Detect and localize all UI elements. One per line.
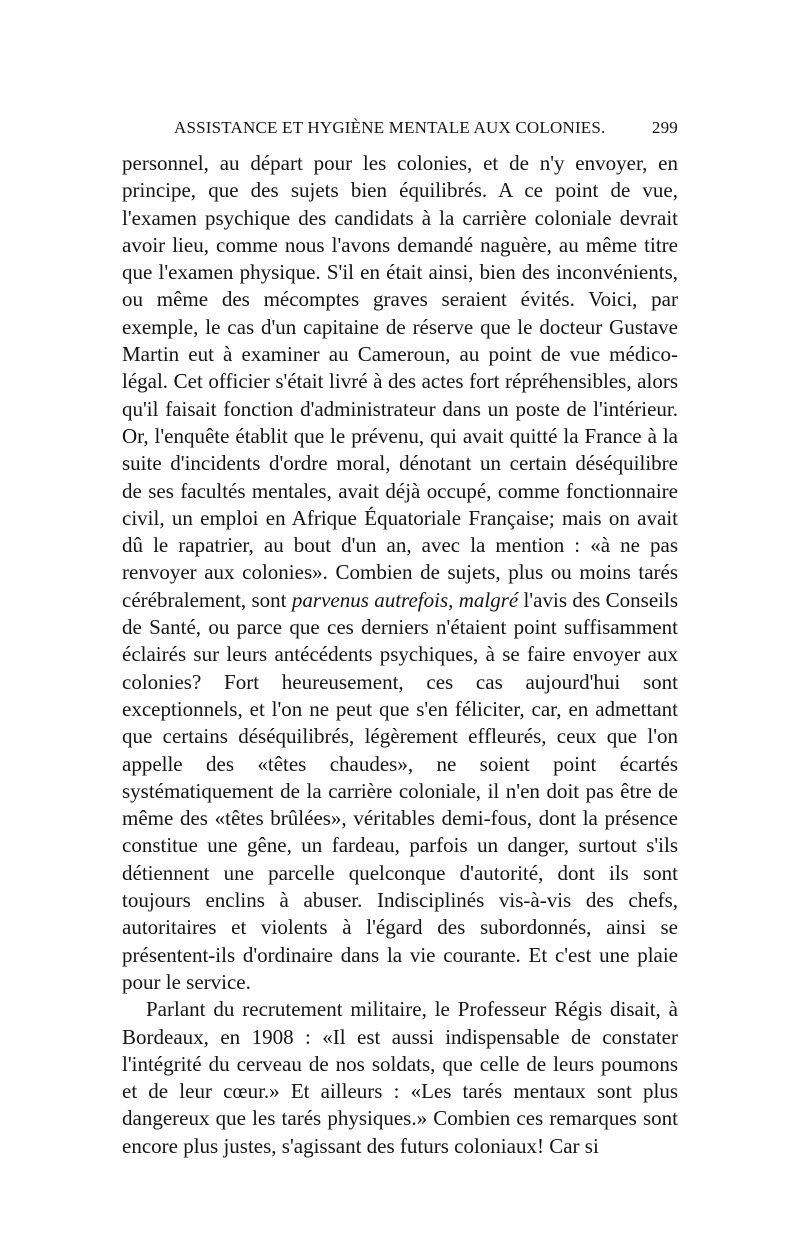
- book-page: [122, 118, 678, 1160]
- paragraph-1-part-a: personnel, au départ pour les colonies, et de n'y envoyer, en principe, que des sujets bien équilibrés. A ce point de vue, l'examen psychique des candidats à la carrière coloniale devrait avoir lieu, comme nous l'avons demandé naguère, au même titre que l'examen physique. S'il en était ainsi, bien des inconvénients, ou même des mécomptes graves seraient évités. Voici, par exemple, le cas d'un capitaine de réserve que le docteur Gustave Martin eut à examiner au Cameroun, au point de vue médico-légal. Cet officier s'était livré à des actes fort répréhensibles, alors qu'il faisait fonction d'administrateur dans un poste de l'intérieur. Or, l'enquête établit que le prévenu, qui avait quitté la France à la suite d'incidents d'ordre moral, dénotant un certain déséquilibre de ses facultés mentales, avait déjà occupé, comme fonctionnaire civil, un emploi en Afrique Équatoriale Française; mais on avait dû le rapatrier, au bout d'un an, avec la mention : «à ne pas renvoyer aux colonies». Combien de sujets, plus ou moins tarés cérébralement, sont: [122, 151, 678, 612]
- body-text: [122, 150, 678, 1160]
- paragraph-1-part-b: l'avis des Conseils de Santé, ou parce que ces derniers n'étaient point suffisamment éclairés sur leurs antécédents psychiques, à se faire envoyer aux colonies? Fort heureusement, ces cas aujourd'hui sont exceptionnels, et l'on ne peut que s'en féliciter, car, en admettant que certains déséquilibrés, légèrement effleurés, ceux que l'on appelle des «têtes chaudes», ne soient point écartés systématiquement de la carrière coloniale, il n'en doit pas être de même des «têtes brûlées», véritables demi-fous, dont la présence constitue une gêne, un fardeau, parfois un danger, surtout s'ils détiennent une parcelle quelconque d'autorité, dont ils sont toujours enclins à abuser. Indisciplinés vis-à-vis des chefs, autoritaires et violents à l'égard des subordonnés, ainsi se présentent-ils d'ordinaire dans la vie courante. Et c'est une plaie pour le service.: [122, 587, 679, 994]
- running-title: ASSISTANCE ET HYGIÈNE MENTALE AUX COLONIES.: [174, 118, 606, 137]
- paragraph-1: [122, 150, 678, 996]
- page-number: 299: [651, 118, 678, 137]
- paragraph-1-italic: parvenus autrefois, malgré: [291, 587, 519, 612]
- paragraph-2: Parlant du recrutement militaire, le Professeur Régis disait, à Bordeaux, en 1908 : «Il est aussi indispensable de constater l'intégrité du cerveau de nos soldats, que celle de leurs poumons et de leur cœur.» Et ailleurs : «Les tarés mentaux sont plus dangereux que les tarés physiques.» Combien ces remarques sont encore plus justes, s'agissant des futurs coloniaux! Car si: [122, 997, 678, 1158]
- running-header: [174, 118, 678, 138]
